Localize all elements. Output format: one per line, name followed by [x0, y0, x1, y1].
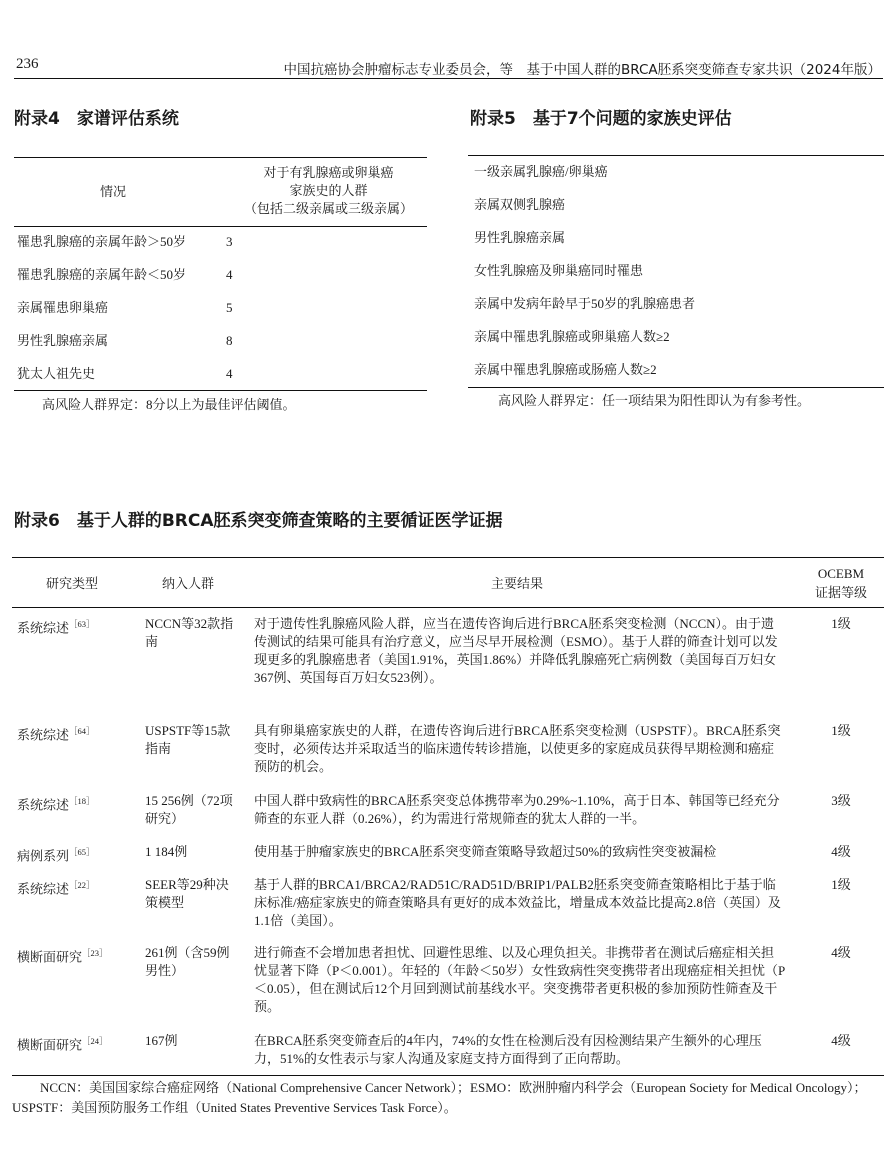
- study-type: 横断面研究$^{[24]}$: [17, 1036, 108, 1053]
- evidence-level: 1级: [831, 723, 851, 738]
- appendix5-item: 亲属中罹患乳腺癌或肠癌人数≥2: [474, 362, 657, 377]
- result-cell: 对于遗传性乳腺癌风险人群，应当在遗传咨询后进行BRCA胚系突变检测（NCCN）。由于遗传测试的结果可能具有治疗意义，应当尽早开展检测（ESMO）。基于人群的筛查计划可以发现更多的乳腺癌患者（美国1.91%，英国1.86%）并降低乳腺癌死亡病例数（美国每百万妇女367例、英国每百万妇女523例）。: [254, 616, 778, 685]
- result-cell: 具有卵巢癌家族史的人群，在遗传咨询后进行BRCA胚系突变检测（USPSTF）。BRCA胚系突变时，必须传达并采取适当的临床遗传转诊措施，以使更多的家庭成员获得早期检测和癌症预防的机会。: [254, 723, 781, 774]
- appendix4-header-situation: 情况: [100, 184, 127, 199]
- appendix4-title: 附录4 家谱评估系统: [14, 109, 179, 129]
- appendix6-footnote: NCCN：美国国家综合癌症网络（National Comprehensive Cancer Network）；ESMO：欧洲肿瘤内科学会（European Society for Medical Oncology）；USPSTF：美国预防服务工作组（United States Preventive Services Task Force）。: [12, 1080, 867, 1115]
- appendix5-item: 亲属中发病年龄早于50岁的乳腺癌患者: [474, 296, 696, 311]
- appendix6-header-level-1: OCEBM: [817, 566, 865, 581]
- appendix4-row-situation: 罹患乳腺癌的亲属年龄＞50岁: [17, 234, 187, 249]
- appendix5-title: 附录5 基于7个问题的家族史评估: [470, 109, 732, 129]
- population-cell: 1 184例: [145, 844, 188, 859]
- appendix5-item: 女性乳腺癌及卵巢癌同时罹患: [474, 263, 644, 278]
- result-cell: 中国人群中致病性的BRCA胚系突变总体携带率为0.29%~1.10%，高于日本、韩国等已经充分筛查的东亚人群（0.26%），约为需进行常规筛查的犹太人群的一半。: [254, 793, 780, 826]
- appendix4-top-rule: [14, 157, 427, 158]
- appendix6-bottom-rule: [12, 1075, 884, 1076]
- population-cell: 261例（含59例男性）: [145, 945, 230, 978]
- reference-mark: ［18］: [69, 796, 95, 806]
- reference-mark: ［24］: [82, 1036, 108, 1046]
- appendix4-row-score: 3: [226, 234, 233, 249]
- appendix6-top-rule: [12, 557, 884, 558]
- appendix6-header-rule: [12, 607, 884, 608]
- appendix4-mid-rule: [14, 226, 427, 227]
- appendix5-item: 亲属双侧乳腺癌: [474, 197, 566, 212]
- running-header: [14, 56, 883, 79]
- study-type: 病例系列$^{[65]}$: [17, 847, 95, 864]
- appendix4-row-situation: 犹太人祖先史: [17, 366, 96, 381]
- reference-mark: ［65］: [69, 847, 95, 857]
- appendix6-header-level-2: 证据等级: [814, 585, 867, 600]
- evidence-level: 4级: [831, 945, 851, 960]
- population-cell: SEER等29种决策模型: [145, 877, 229, 910]
- appendix6-header-result: 主要结果: [491, 576, 544, 591]
- result-cell: 在BRCA胚系突变筛查后的4年内，74%的女性在检测后没有因检测结果产生额外的心理压力，51%的女性表示与家人沟通及家庭支持方面得到了正向帮助。: [254, 1033, 762, 1066]
- study-type: 系统综述$^{[18]}$: [17, 796, 95, 813]
- evidence-level: 4级: [831, 844, 851, 859]
- study-type: 横断面研究$^{[23]}$: [17, 948, 108, 965]
- appendix6-title: 附录6 基于人群的BRCA胚系突变筛查策略的主要循证医学证据: [14, 511, 503, 531]
- appendix4-row-score: 8: [226, 333, 233, 348]
- evidence-level: 1级: [831, 877, 851, 892]
- reference-mark: ［63］: [69, 619, 95, 629]
- appendix4-bottom-rule: [14, 390, 427, 391]
- result-cell: 进行筛查不会增加患者担忧、回避性思维、以及心理负担关。非携带者在测试后癌症相关担忧显著下降（P＜0.001）。年轻的（年龄＜50岁）女性致病性突变携带者出现癌症相关担忧（P＜0.05），但在测试后12个月回到测试前基线水平。突变携带者更积极的参加预防性筛查及干预。: [254, 945, 786, 1014]
- evidence-level: 1级: [831, 616, 851, 631]
- running-title: 中国抗癌协会肿瘤标志专业委员会，等 基于中国人群的BRCA胚系突变筛查专家共识（2024年版）: [283, 62, 881, 78]
- appendix6-header-type: 研究类型: [46, 576, 99, 591]
- study-type: 系统综述$^{[22]}$: [17, 880, 95, 897]
- reference-mark: ［23］: [82, 948, 108, 958]
- study-type: 系统综述$^{[64]}$: [17, 726, 95, 743]
- appendix4-row-situation: 亲属罹患卵巢癌: [17, 300, 109, 315]
- population-cell: NCCN等32款指南: [145, 616, 234, 649]
- appendix5-item: 亲属中罹患乳腺癌或卵巢癌人数≥2: [474, 329, 670, 344]
- reference-mark: ［22］: [69, 880, 95, 890]
- appendix5-note: 高风险人群界定：任一项结果为阳性即认为有参考性。: [498, 393, 811, 408]
- result-cell: 基于人群的BRCA1/BRCA2/RAD51C/RAD51D/BRIP1/PALB2胚系突变筛查策略相比于基于临床标准/癌症家族史的筛查策略具有更好的成本效益比，增量成本效益比提高2.8倍（英国）及1.1倍（美国）。: [254, 877, 781, 928]
- appendix4-row-score: 5: [226, 300, 233, 315]
- appendix4-row-situation: 男性乳腺癌亲属: [17, 333, 109, 348]
- appendix4-row-score: 4: [226, 366, 233, 381]
- population-cell: USPSTF等15款指南: [145, 723, 231, 756]
- appendix4-header-score-1: 对于有乳腺癌或卵巢癌: [263, 165, 394, 180]
- reference-mark: ［64］: [69, 726, 95, 736]
- appendix5-bottom-rule: [468, 387, 884, 388]
- evidence-level: 3级: [831, 793, 851, 808]
- appendix6-header-population: 纳入人群: [162, 576, 215, 591]
- appendix4-header-score-2: 家族史的人群: [289, 183, 368, 198]
- population-cell: 167例: [145, 1033, 178, 1048]
- page-number: 236: [16, 56, 39, 72]
- appendix5-top-rule: [468, 155, 884, 156]
- appendix5-item: 一级亲属乳腺癌/卵巢癌: [474, 164, 608, 179]
- appendix4-row-score: 4: [226, 267, 233, 282]
- appendix4-header-score-3: （包括二级亲属或三级亲属）: [243, 201, 413, 216]
- appendix5-item: 男性乳腺癌亲属: [474, 230, 566, 245]
- population-cell: 15 256例（72项研究）: [145, 793, 233, 826]
- evidence-level: 4级: [831, 1033, 851, 1048]
- study-type: 系统综述$^{[63]}$: [17, 619, 95, 636]
- appendix4-row-situation: 罹患乳腺癌的亲属年龄＜50岁: [17, 267, 187, 282]
- appendix4-note: 高风险人群界定：8分以上为最佳评估阈值。: [42, 397, 296, 412]
- result-cell: 使用基于肿瘤家族史的BRCA胚系突变筛查策略导致超过50%的致病性突变被漏检: [254, 844, 717, 859]
